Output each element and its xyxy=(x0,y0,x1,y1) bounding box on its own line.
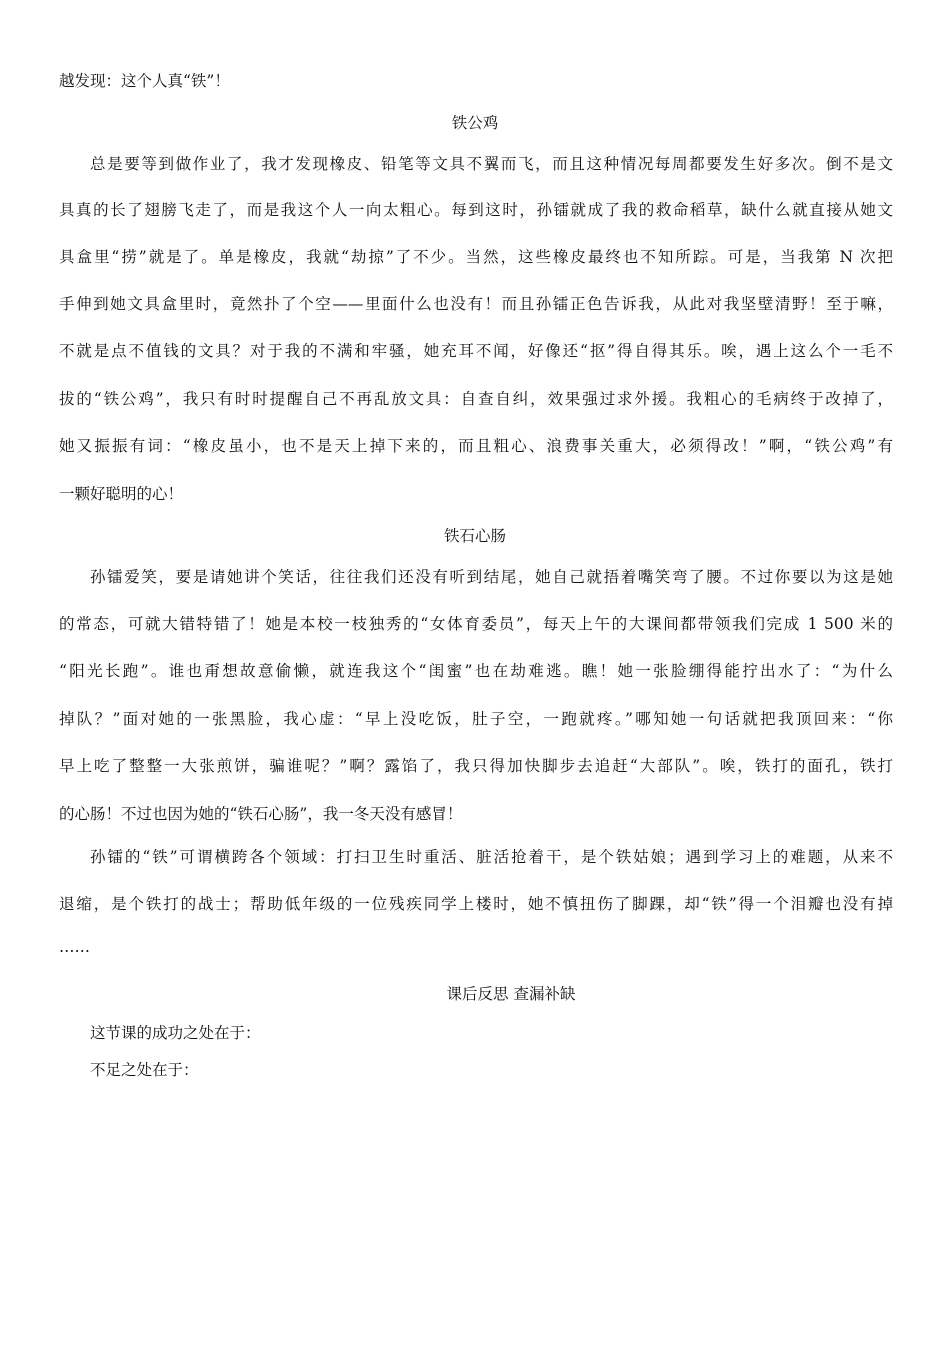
paragraph-line: 手伸到她文具盒里时，竟然扑了个空——里面什么也没有！而且孙镭正色告诉我，从此对我坚壁清野！至于嘛， xyxy=(59,295,893,313)
paragraph-line: 具盒里“捞”就是了。单是橡皮，我就“劫掠”了不少。当然，这些橡皮最终也不知所踪。可是，当我第 N 次把 xyxy=(59,248,893,266)
section-title-tie-shi-xin-chang: 铁石心肠 xyxy=(443,527,506,545)
paragraph-line: 不就是点不值钱的文具？对于我的不满和牢骚，她充耳不闻，好像还“抠”得自得其乐。唉，遇上这么个一毛不 xyxy=(59,342,893,360)
paragraph-line: 拔的“铁公鸡”，我只有时时提醒自己不再乱放文具：自查自纠，效果强过求外援。我粗心的毛病终于改掉了， xyxy=(59,390,893,408)
paragraph-line: 孙镭的“铁”可谓横跨各个领域：打扫卫生时重活、脏活抢着干，是个铁姑娘；遇到学习上的难题，从来不 xyxy=(90,848,893,866)
reflection-title: 课后反思 查漏补缺 xyxy=(446,985,576,1003)
paragraph-line: 退缩，是个铁打的战士；帮助低年级的一位残疾同学上楼时，她不慎扭伤了脚踝，却“铁”得一个泪瓣也没有掉 xyxy=(59,895,893,913)
paragraph-line: 总是要等到做作业了，我才发现橡皮、铅笔等文具不翼而飞，而且这种情况每周都要发生好多次。倒不是文 xyxy=(90,155,893,173)
intro-line: 越发现：这个人真“铁”！ xyxy=(59,72,230,90)
paragraph-line: 的常态，可就大错特错了！她是本校一枝独秀的“女体育委员”，每天上午的大课间都带领我们完成 1 500 米的 xyxy=(59,615,893,633)
success-label: 这节课的成功之处在于： xyxy=(90,1024,261,1042)
shortcoming-label: 不足之处在于： xyxy=(90,1061,199,1079)
paragraph-line: 早上吃了整整一大张煎饼，骗谁呢？”啊？露馅了，我只得加快脚步去追赶“大部队”。唉，铁打的面孔，铁打 xyxy=(59,757,893,775)
paragraph-line: 孙镭爱笑，要是请她讲个笑话，往往我们还没有听到结尾，她自己就捂着嘴笑弯了腰。不过你要以为这是她 xyxy=(90,568,893,586)
paragraph-line: “阳光长跑”。谁也甭想故意偷懒，就连我这个“闺蜜”也在劫难逃。瞧！她一张脸绷得能拧出水了：“为什么 xyxy=(59,662,893,680)
paragraph-line: 掉队？”面对她的一张黑脸，我心虚：“早上没吃饭，肚子空，一跑就疼。”哪知她一句话就把我顶回来：“你 xyxy=(59,710,893,728)
paragraph-line: 一颗好聪明的心！ xyxy=(59,485,184,503)
paragraph-line: 具真的长了翅膀飞走了，而是我这个人一向太粗心。每到这时，孙镭就成了我的救命稻草，缺什么就直接从她文 xyxy=(59,201,893,219)
paragraph-line: 她又振振有词：“橡皮虽小，也不是天上掉下来的，而且粗心、浪费事关重大，必须得改！”啊，“铁公鸡”有 xyxy=(59,437,893,455)
paragraph-line: 的心肠！不过也因为她的“铁石心肠”，我一冬天没有感冒！ xyxy=(59,805,463,823)
section-title-tie-gong-ji: 铁公鸡 xyxy=(451,114,499,132)
paragraph-line: …… xyxy=(59,938,90,956)
